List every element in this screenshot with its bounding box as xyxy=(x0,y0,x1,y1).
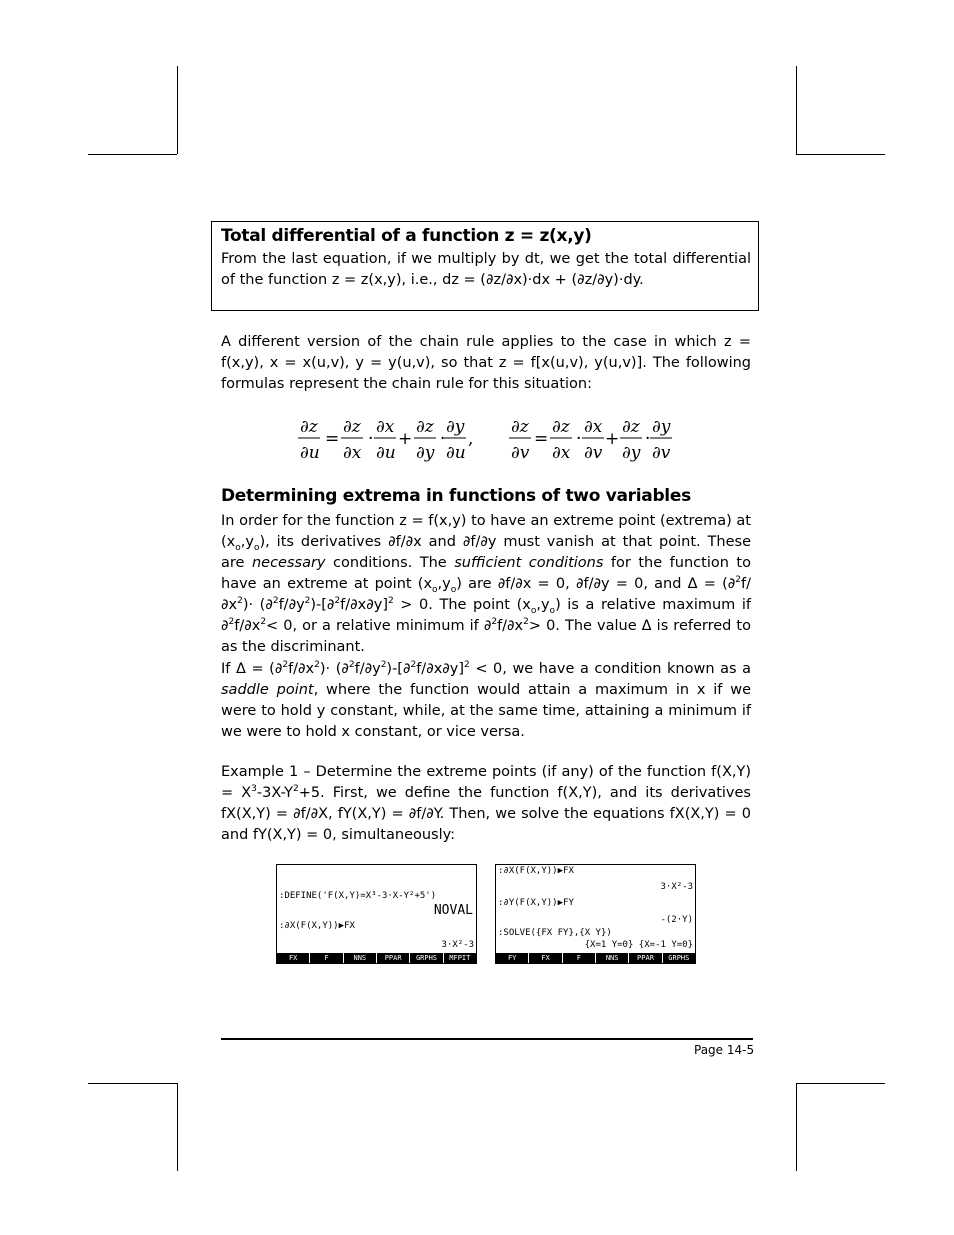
svg-text:∂y: ∂y xyxy=(622,443,641,463)
equations-svg xyxy=(296,416,676,466)
chain-rule-equations xyxy=(296,416,676,471)
svg-text:∂z: ∂z xyxy=(300,417,318,437)
svg-text:∂u: ∂u xyxy=(376,443,396,463)
svg-text:∂u: ∂u xyxy=(446,443,466,463)
softkey[interactable]: FX xyxy=(529,953,561,963)
example-paragraph: Example 1 – Determine the extreme points (if any) of the function $f(X,Y) = X^3-3X-Y^2+5$. First, we define the function f(X,Y), and its derivatives fX(X,Y) = ∂f/∂X, fY(X,Y) = ∂f/∂Y. Then, we solve the equations fX(X,Y) = 0 and fY(X,Y) = 0, simultaneously: xyxy=(221,764,751,843)
screen-line: :∂Y(F(X,Y))▶FY xyxy=(498,898,574,908)
softkey[interactable]: PPAR xyxy=(377,953,409,963)
crop-mark xyxy=(796,1083,885,1084)
svg-text:=: = xyxy=(325,429,340,449)
svg-text:+: + xyxy=(605,429,620,449)
screen-line: :∂X(F(X,Y))▶FX xyxy=(279,921,355,931)
screen-line: -(2·Y) xyxy=(660,915,693,925)
crop-mark xyxy=(88,1083,177,1084)
svg-text:∂z: ∂z xyxy=(552,417,570,437)
svg-text:∂z: ∂z xyxy=(622,417,640,437)
screen-line: 3·X²-3 xyxy=(441,940,474,950)
softkey-menu xyxy=(277,953,476,963)
svg-text:·: · xyxy=(440,429,446,449)
softkey[interactable]: F xyxy=(310,953,342,963)
crop-mark xyxy=(796,1083,797,1171)
svg-text:·: · xyxy=(645,429,651,449)
softkey[interactable]: PPAR xyxy=(629,953,661,963)
svg-text:+: + xyxy=(398,429,413,449)
svg-text:∂x: ∂x xyxy=(552,443,571,463)
calculator-screen-define xyxy=(276,864,477,964)
svg-text:,: , xyxy=(468,429,474,449)
softkey[interactable]: GRPHS xyxy=(410,953,442,963)
section-heading: Determining extrema in functions of two variables xyxy=(221,486,691,506)
softkey[interactable]: F xyxy=(563,953,595,963)
svg-text:∂z: ∂z xyxy=(416,417,434,437)
svg-text:·: · xyxy=(576,429,582,449)
crop-mark xyxy=(177,66,178,154)
screen-line: :SOLVE({FX FY},{X Y}) xyxy=(498,928,612,938)
equation-dv xyxy=(509,417,672,463)
screen-line: NOVAL xyxy=(433,903,473,918)
crop-mark xyxy=(177,1083,178,1171)
equation-du xyxy=(298,417,473,463)
softkey[interactable]: GRPHS xyxy=(663,953,695,963)
svg-text:∂v: ∂v xyxy=(511,443,530,463)
extrema-paragraph: In order for the function z = f(x,y) to have an extreme point (extrema) at $(x_o,y_o)$, its derivatives ∂f/∂x and ∂f/∂y must vanish at that point. These are necessary conditions. The sufficient conditions for the function to have an extreme at point $(x_o,y_o)$ are ∂f/∂x = 0, ∂f/∂y = 0, and $\Delta = (\partial^2f/\partial x^2)\cdot (\partial^2f/\partial y^2)-[\partial^2f/\partial x\partial y]^2 > 0$. The point $(x_o,y_o)$ is a relative maximum if $\partial^2f/\partial x^2< 0$, or a relative minimum if $\partial^2f/\partial x^2> 0$. The value Δ is referred to as the discriminant. xyxy=(221,513,752,655)
crop-mark xyxy=(796,154,885,155)
svg-text:∂v: ∂v xyxy=(652,443,671,463)
svg-text:∂z: ∂z xyxy=(343,417,361,437)
calculator-screen-solve xyxy=(495,864,696,964)
softkey[interactable]: NNS xyxy=(596,953,628,963)
crop-mark xyxy=(796,66,797,154)
page-number: Page 14-5 xyxy=(694,1043,755,1057)
softkey[interactable]: NNS xyxy=(344,953,376,963)
saddle-point-paragraph: If $\Delta = (\partial^2f/\partial x^2)\cdot (\partial^2f/\partial y^2)-[\partial^2f/\partial x\partial y]^2 < 0$, we have a condition known as a saddle point, where the function would attain a maximum in x if we were to hold y constant, while, at the same time, attaining a minimum if we were to hold x constant, or vice versa. xyxy=(221,660,752,740)
svg-text:∂v: ∂v xyxy=(584,443,603,463)
box-text: From the last equation, if we multiply by dt, we get the total differential of the function z = z(x,y), i.e., dz = (∂z/∂x)·dx + (∂z/∂y)·dy. xyxy=(221,251,751,288)
screen-line: :DEFINE('F(X,Y)=X³-3·X-Y²+5') xyxy=(279,891,437,901)
svg-text:·: · xyxy=(368,429,374,449)
svg-text:∂x: ∂x xyxy=(343,443,362,463)
softkey[interactable]: FY xyxy=(496,953,528,963)
chain-rule-paragraph: A different version of the chain rule applies to the case in which z = f(x,y), x = x(u,v), y = y(u,v), so that z = f[x(u,v), y(u,v)]. The following formulas represent the chain rule for this situation: xyxy=(221,334,751,392)
crop-mark xyxy=(88,154,177,155)
svg-text:∂u: ∂u xyxy=(300,443,320,463)
svg-text:∂y: ∂y xyxy=(652,417,671,437)
screen-line: 3·X²-3 xyxy=(660,882,693,892)
svg-text:=: = xyxy=(534,429,549,449)
footer-rule xyxy=(221,1038,753,1040)
screen-line: {X=1 Y=0} {X=-1 Y=0} xyxy=(584,940,693,950)
softkey-menu xyxy=(496,953,695,963)
box-title: Total differential of a function z = z(x,y) xyxy=(221,226,592,246)
total-differential-box xyxy=(211,221,759,311)
svg-text:∂y: ∂y xyxy=(416,443,435,463)
svg-text:∂z: ∂z xyxy=(511,417,529,437)
svg-text:∂x: ∂x xyxy=(376,417,395,437)
softkey[interactable]: FX xyxy=(277,953,309,963)
screen-line: :∂X(F(X,Y))▶FX xyxy=(498,866,574,876)
softkey[interactable]: MFPIT xyxy=(444,953,476,963)
svg-text:∂y: ∂y xyxy=(446,417,465,437)
svg-text:∂x: ∂x xyxy=(584,417,603,437)
